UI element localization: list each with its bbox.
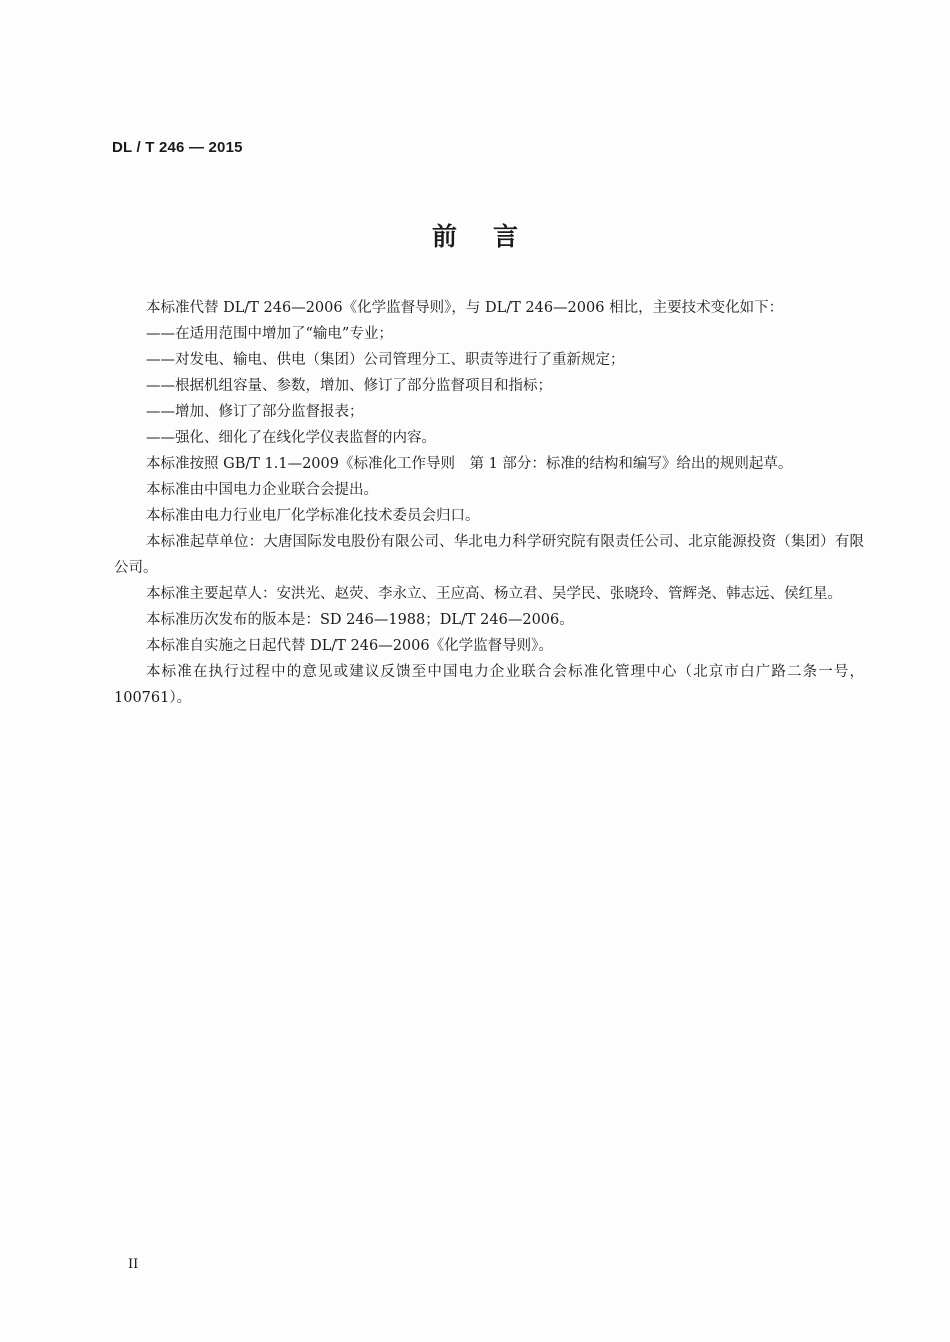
standard-code-header: DL / T 246 — 2015: [112, 139, 243, 156]
page-title: 前言: [431, 222, 554, 251]
change-item-responsibilities: ——对发电、输电、供电（集团）公司管理分工、职责等进行了重新规定；: [146, 352, 625, 368]
paragraph-replaces: 本标准代替 DL/T 246—2006《化学监督导则》，与 DL/T 246—2006 相比，主要技术变化如下：: [146, 300, 784, 316]
page-number: II: [128, 1257, 139, 1272]
foreword-body: [114, 295, 864, 711]
change-item-online-instruments: ——强化、细化了在线化学仪表监督的内容。: [146, 430, 436, 446]
change-item-supervision-items: ——根据机组容量、参数，增加、修订了部分监督项目和指标；: [146, 378, 552, 394]
paragraph-feedback: 本标准在执行过程中的意见或建议反馈至中国电力企业联合会标准化管理中心（北京市白广路二条一号，100761）。: [114, 664, 864, 706]
change-item-reports: ——增加、修订了部分监督报表；: [146, 404, 364, 420]
paragraph-main-drafters: 本标准主要起草人：安洪光、赵荧、李永立、王应高、杨立君、吴学民、张晓玲、管辉尧、韩志远、侯红星。: [146, 586, 842, 602]
paragraph-previous-versions: 本标准历次发布的版本是：SD 246—1988；DL/T 246—2006。: [146, 612, 574, 628]
paragraph-proposed-by: 本标准由中国电力企业联合会提出。: [146, 482, 378, 498]
paragraph-drafting-organizations: 本标准起草单位：大唐国际发电股份有限公司、华北电力科学研究院有限责任公司、北京能源投资（集团）有限公司。: [114, 534, 864, 576]
paragraph-drafting-rules: 本标准按照 GB/T 1.1—2009《标准化工作导则 第 1 部分：标准的结构和编写》给出的规则起草。: [146, 456, 793, 472]
paragraph-replacement-effective: 本标准自实施之日起代替 DL/T 246—2006《化学监督导则》。: [146, 638, 553, 654]
paragraph-centralized-by: 本标准由电力行业电厂化学标准化技术委员会归口。: [146, 508, 480, 524]
change-item-scope: ——在适用范围中增加了“输电”专业；: [146, 326, 393, 342]
